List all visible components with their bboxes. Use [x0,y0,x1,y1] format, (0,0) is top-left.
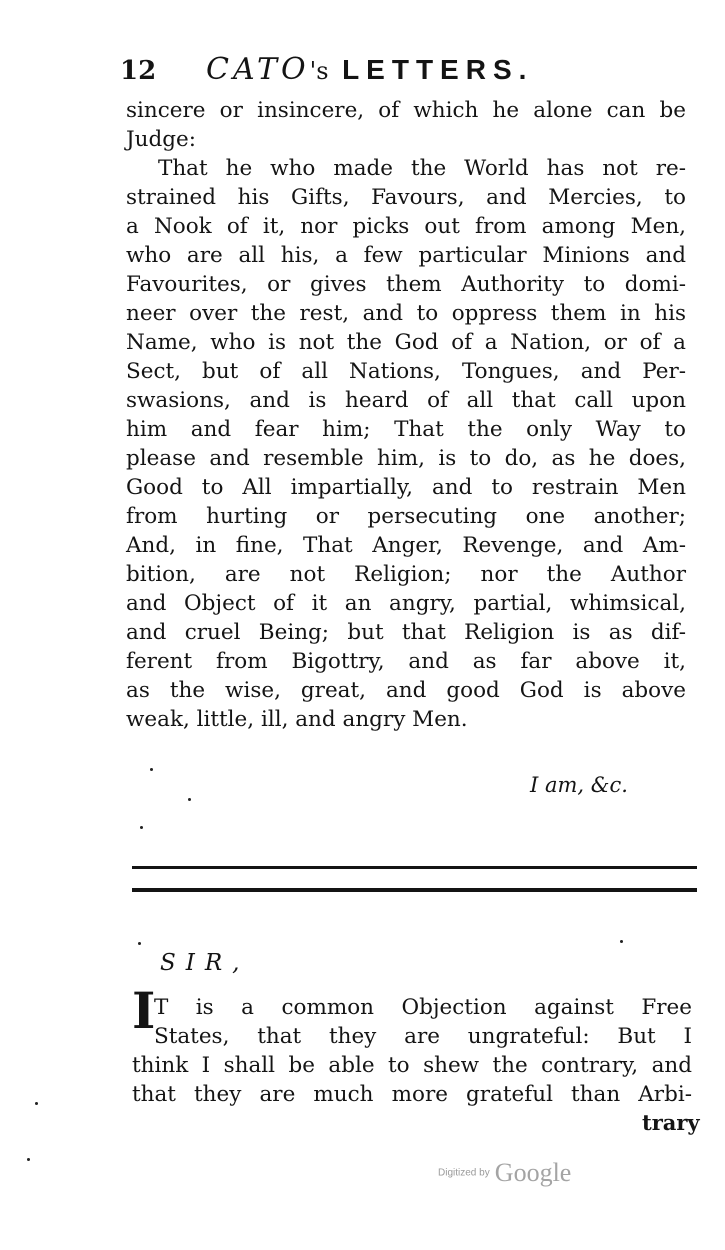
text-line: a Nook of it, nor picks out from among Men, [126,214,686,239]
running-head [206,52,533,87]
text-line: And, in fine, That Anger, Revenge, and Am- [126,533,686,558]
text-line: think I shall be able to shew the contrary, and [132,1053,692,1078]
google-logo: Google [494,1158,572,1187]
text-line: That he who made the World has not re- [158,156,686,181]
text-line: who are all his, a few particular Minions and [126,243,686,268]
text-line: swasions, and is heard of all that call upon [126,388,686,413]
text-line: him and fear him; That the only Way to [126,417,686,442]
letter-text [132,993,692,1109]
digitization-watermark [438,1158,571,1188]
text-line: Good to All impartially, and to restrain Men [126,475,686,500]
text-line: from hurting or persecuting one another; [126,504,686,529]
section-divider [132,888,697,892]
scan-speck [35,1102,38,1105]
watermark-prefix: Digitized by [438,1167,490,1179]
text-line: sincere or insincere, of which he alone can be [126,98,686,123]
text-line: Favourites, or gives them Authority to domi- [126,272,686,297]
running-head-possessive: 's [309,57,329,85]
letter-salutation: SIR, [160,950,250,976]
text-line: that they are much more grateful than Arbi- [132,1082,692,1107]
scan-speck [620,940,623,943]
text-line: T is a common Objection against Free [154,995,692,1020]
scan-speck [138,942,141,945]
text-line: and Object of it an angry, partial, whimsical, [126,591,686,616]
text-line: strained his Gifts, Favours, and Mercies, to [126,185,686,210]
text-line: weak, little, ill, and angry Men. [126,707,468,732]
scan-speck [27,1158,30,1161]
text-line: Judge: [126,127,196,152]
text-line: States, that they are ungrateful: But I [154,1024,692,1049]
text-line: please and resemble him, is to do, as he does, [126,446,686,471]
text-line: bition, are not Religion; nor the Author [126,562,686,587]
scan-speck [140,826,143,829]
text-line: neer over the rest, and to oppress them in his [126,301,686,326]
page-number: 12 [120,56,157,86]
text-line: as the wise, great, and good God is above [126,678,686,703]
text-line: Sect, but of all Nations, Tongues, and Per- [126,359,686,384]
body-text [126,96,686,734]
text-line: and cruel Being; but that Religion is as dif- [126,620,686,645]
scan-speck [150,768,153,771]
page-header [120,50,700,90]
text-line: Name, who is not the God of a Nation, or of a [126,330,686,355]
text-line: ferent from Bigottry, and as far above it, [126,649,686,674]
closing-signoff: I am, &c. [530,773,628,797]
scan-speck [188,798,191,801]
running-head-title: CATO [206,52,310,87]
running-head-letters: LETTERS. [342,54,534,85]
section-divider [132,866,697,869]
drop-cap: I [132,981,156,1040]
catchword: trary [642,1110,700,1135]
